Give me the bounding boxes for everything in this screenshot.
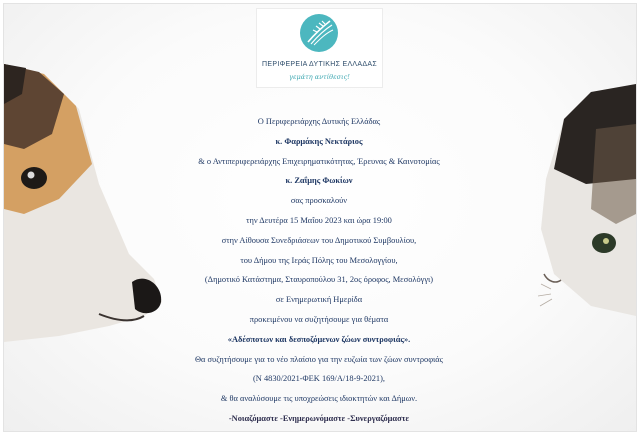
- invite-line-law: (Ν 4830/2021-ΦΕΚ 169/Α/18-9-2021),: [253, 374, 385, 384]
- dog-photo: [4, 64, 179, 344]
- logo-slogan: γεμάτη αντίθεσις!: [289, 73, 350, 81]
- cat-photo: [536, 84, 636, 324]
- invite-line-purpose: προκειμένου να συζητήσουμε για θέματα: [249, 314, 389, 324]
- invite-line-topic: «Αδέσποτων και δεσποζόμενων ζώων συντροφιάς».: [227, 334, 411, 344]
- region-logo: [256, 8, 383, 88]
- logo-title: ΠΕΡΙΦΕΡΕΙΑ ΔΥΤΙΚΗΣ ΕΛΛΑΔΑΣ: [262, 61, 377, 68]
- invite-line-slogan: -Νοιαζόμαστε -Ενημερωνόμαστε -Συνεργαζόμαστε: [228, 413, 410, 423]
- invite-line-deputy-title: & ο Αντιπεριφερειάρχης Επιχειρηματικότητας, Έρευνας & Καινοτομίας: [198, 156, 440, 166]
- invite-line-address: (Δημοτικό Κατάστημα, Σταυροπούλου 31, 2ος όροφος, Μεσολόγγι): [204, 275, 434, 285]
- invite-line-invite: σας προσκαλούν: [290, 196, 348, 206]
- invite-line-venue: στην Αίθουσα Συνεδριάσεων του Δημοτικού Συμβουλίου,: [221, 235, 417, 245]
- invite-line-governor-title: Ο Περιφερειάρχης Δυτικής Ελλάδας: [257, 117, 381, 126]
- invite-line-governor-name: κ. Φαρμάκης Νεκτάριος: [275, 136, 363, 146]
- invite-line-municipality: του Δήμου της Ιεράς Πόλης του Μεσολογγίου,: [240, 255, 398, 265]
- invite-line-deputy-name: κ. Ζαΐμης Φωκίων: [285, 176, 353, 186]
- invitation-card: [3, 3, 637, 432]
- invite-line-obligations: & θα αναλύσουμε τις υποχρεώσεις ιδιοκτητών και Δήμων.: [220, 394, 418, 404]
- invite-line-event: σε Ενημερωτική Ημερίδα: [275, 295, 363, 305]
- invitation-text: [154, 112, 484, 429]
- invite-line-framework: Θα συζητήσουμε για το νέο πλαίσιο για την ευζωία των ζώων συντροφιάς: [195, 354, 443, 364]
- region-emblem-icon: [299, 13, 339, 53]
- invite-line-date-time: την Δευτέρα 15 Μαΐου 2023 και ώρα 19:00: [246, 215, 392, 225]
